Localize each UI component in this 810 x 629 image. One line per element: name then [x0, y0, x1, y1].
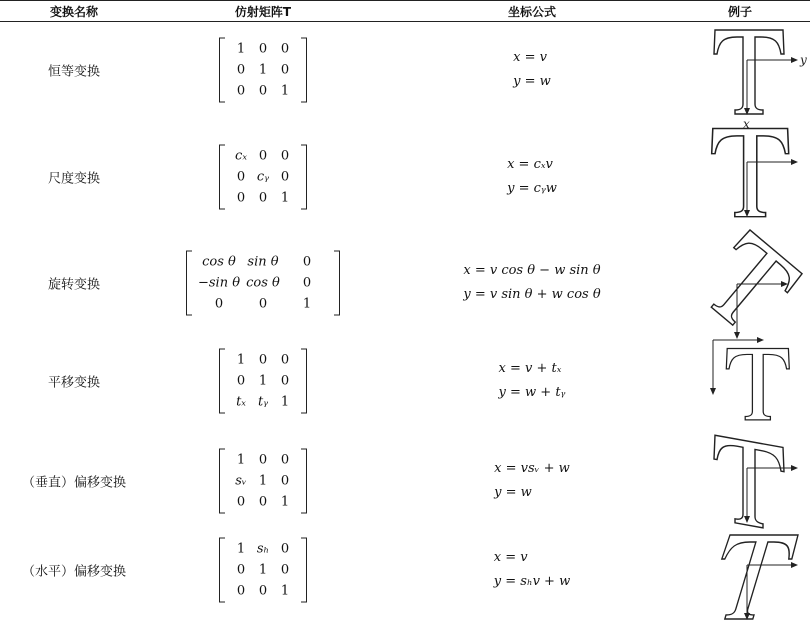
matrix-cell: 0 [236, 583, 246, 599]
header-affine-matrix: 仿射矩阵T [234, 5, 292, 19]
header-example: 例子 [727, 5, 753, 19]
formula-line: x = vsᵥ + w [494, 461, 570, 476]
coordinate-formula [499, 357, 566, 405]
matrix-cell: sᵥ [235, 473, 247, 489]
formula-line: y = w + tᵧ [498, 385, 566, 400]
matrix-cell: 0 [280, 352, 290, 368]
y-axis-arrow [757, 337, 764, 343]
transform-name: 尺度变换 [47, 171, 101, 187]
matrix-cell: 1 [236, 541, 246, 557]
example-figure [697, 232, 807, 332]
matrix-cell: 1 [302, 296, 312, 312]
matrix-cell: 0 [236, 62, 246, 78]
matrix-cell: 0 [214, 296, 224, 312]
formula-line: y = sₕv + w [493, 574, 571, 589]
matrix-cell: 1 [236, 352, 246, 368]
matrix-cell: cₓ [235, 148, 247, 164]
matrix-cell: 0 [258, 494, 268, 510]
matrix-cell: 1 [280, 190, 290, 206]
example-illustration [697, 525, 807, 625]
example-figure [697, 122, 807, 222]
header-coordinate-formula: 坐标公式 [507, 5, 557, 19]
example-illustration [697, 428, 807, 528]
matrix-cell: 0 [280, 148, 290, 164]
x-axis-arrow [710, 388, 716, 395]
affine-matrix [219, 349, 307, 414]
matrix-cell: 0 [236, 562, 246, 578]
y-axis-label: y [800, 53, 807, 67]
y-axis-arrow [791, 465, 798, 471]
matrix-cell: 1 [236, 41, 246, 57]
matrix-cell: 1 [280, 494, 290, 510]
matrix-right-bracket [334, 251, 340, 316]
matrix-cell: 1 [280, 83, 290, 99]
matrix-cell: 0 [236, 190, 246, 206]
x-axis-arrow [744, 516, 750, 523]
matrix-cell: −sin θ [197, 275, 241, 291]
example-figure [697, 428, 807, 528]
matrix-cell: 1 [258, 62, 268, 78]
letter-t-shape [704, 535, 799, 619]
header-rule [0, 21, 810, 22]
matrix-right-bracket [301, 449, 307, 514]
coordinate-formula [513, 46, 551, 94]
matrix-right-bracket [301, 538, 307, 603]
matrix-cell: 0 [280, 41, 290, 57]
matrix-cell: tₓ [236, 394, 246, 410]
transform-name: （垂直）偏移变换 [21, 475, 127, 491]
matrix-cell: sin θ [247, 254, 279, 270]
matrix-cell: 0 [258, 452, 268, 468]
top-rule [0, 0, 810, 1]
formula-line: x = v cos θ − w sin θ [463, 263, 601, 278]
formula-line: x = v + tₓ [498, 361, 562, 376]
transform-name: 平移变换 [47, 375, 101, 391]
matrix-cell: 1 [258, 473, 268, 489]
affine-matrix [219, 449, 307, 514]
letter-t-shape [712, 129, 789, 217]
example-figure [697, 328, 807, 428]
matrix-cell: 0 [280, 473, 290, 489]
example-figure [697, 20, 807, 131]
affine-matrix [219, 38, 307, 103]
matrix-cell: 0 [258, 148, 268, 164]
table-header [0, 0, 810, 22]
matrix-cell: 1 [258, 373, 268, 389]
y-axis-arrow [791, 159, 798, 165]
matrix-cell: 0 [236, 494, 246, 510]
transform-name: （水平）偏移变换 [21, 564, 127, 580]
transform-name: 旋转变换 [47, 277, 101, 293]
matrix-cell: 0 [280, 562, 290, 578]
affine-matrix [219, 145, 307, 210]
x-axis-arrow [744, 210, 750, 217]
matrix-cell: cos θ [246, 275, 280, 291]
x-axis-label: x [743, 117, 750, 131]
coordinate-formula [494, 546, 570, 594]
coordinate-formula [494, 457, 570, 505]
coordinate-formula [507, 153, 557, 201]
formula-line: y = cᵧw [507, 181, 557, 196]
formula-line: y = w [513, 74, 551, 89]
example-illustration [697, 20, 807, 131]
formula-line: x = v [493, 550, 528, 565]
matrix-cell: cᵧ [256, 169, 270, 185]
matrix-cell: 0 [280, 169, 290, 185]
matrix-cell: 0 [236, 169, 246, 185]
matrix-cell: 0 [258, 190, 268, 206]
transform-name: 恒等变换 [47, 64, 101, 80]
matrix-right-bracket [301, 145, 307, 210]
y-axis-arrow [791, 562, 798, 568]
matrix-right-bracket [301, 38, 307, 103]
matrix-cell: 0 [236, 83, 246, 99]
matrix-cell: 1 [280, 394, 290, 410]
matrix-cell: 0 [258, 41, 268, 57]
matrix-cell: 1 [236, 452, 246, 468]
example-illustration [697, 328, 807, 428]
matrix-cell: 0 [258, 296, 268, 312]
matrix-cell: 0 [236, 373, 246, 389]
matrix-cell: 0 [280, 452, 290, 468]
letter-t-shape [726, 349, 789, 420]
matrix-cell: 0 [302, 275, 312, 291]
affine-matrix [219, 538, 307, 603]
matrix-right-bracket [301, 349, 307, 414]
formula-line: y = w [494, 485, 532, 500]
matrix-cell: 0 [280, 541, 290, 557]
matrix-cell: 0 [258, 83, 268, 99]
formula-line: y = v sin θ + w cos θ [463, 287, 601, 302]
matrix-cell: tᵧ [257, 394, 269, 410]
matrix-cell: 1 [258, 562, 268, 578]
matrix-cell: 0 [258, 583, 268, 599]
matrix-cell: sₕ [256, 541, 270, 557]
header-transform-name: 变换名称 [49, 5, 99, 19]
example-figure [697, 525, 807, 625]
matrix-cell: 0 [280, 62, 290, 78]
matrix-cell: 0 [302, 254, 312, 270]
matrix-cell: 0 [280, 373, 290, 389]
formula-line: x = v [513, 50, 548, 65]
letter-t-shape [714, 30, 784, 114]
coordinate-formula [463, 259, 600, 307]
matrix-cell: 0 [258, 352, 268, 368]
matrix-cell: 1 [280, 583, 290, 599]
matrix-cell: cos θ [202, 254, 236, 270]
affine-matrix [186, 251, 340, 316]
formula-line: x = cₓv [507, 157, 553, 172]
example-illustration [697, 232, 807, 332]
example-illustration [697, 122, 807, 222]
y-axis-arrow [791, 57, 798, 63]
